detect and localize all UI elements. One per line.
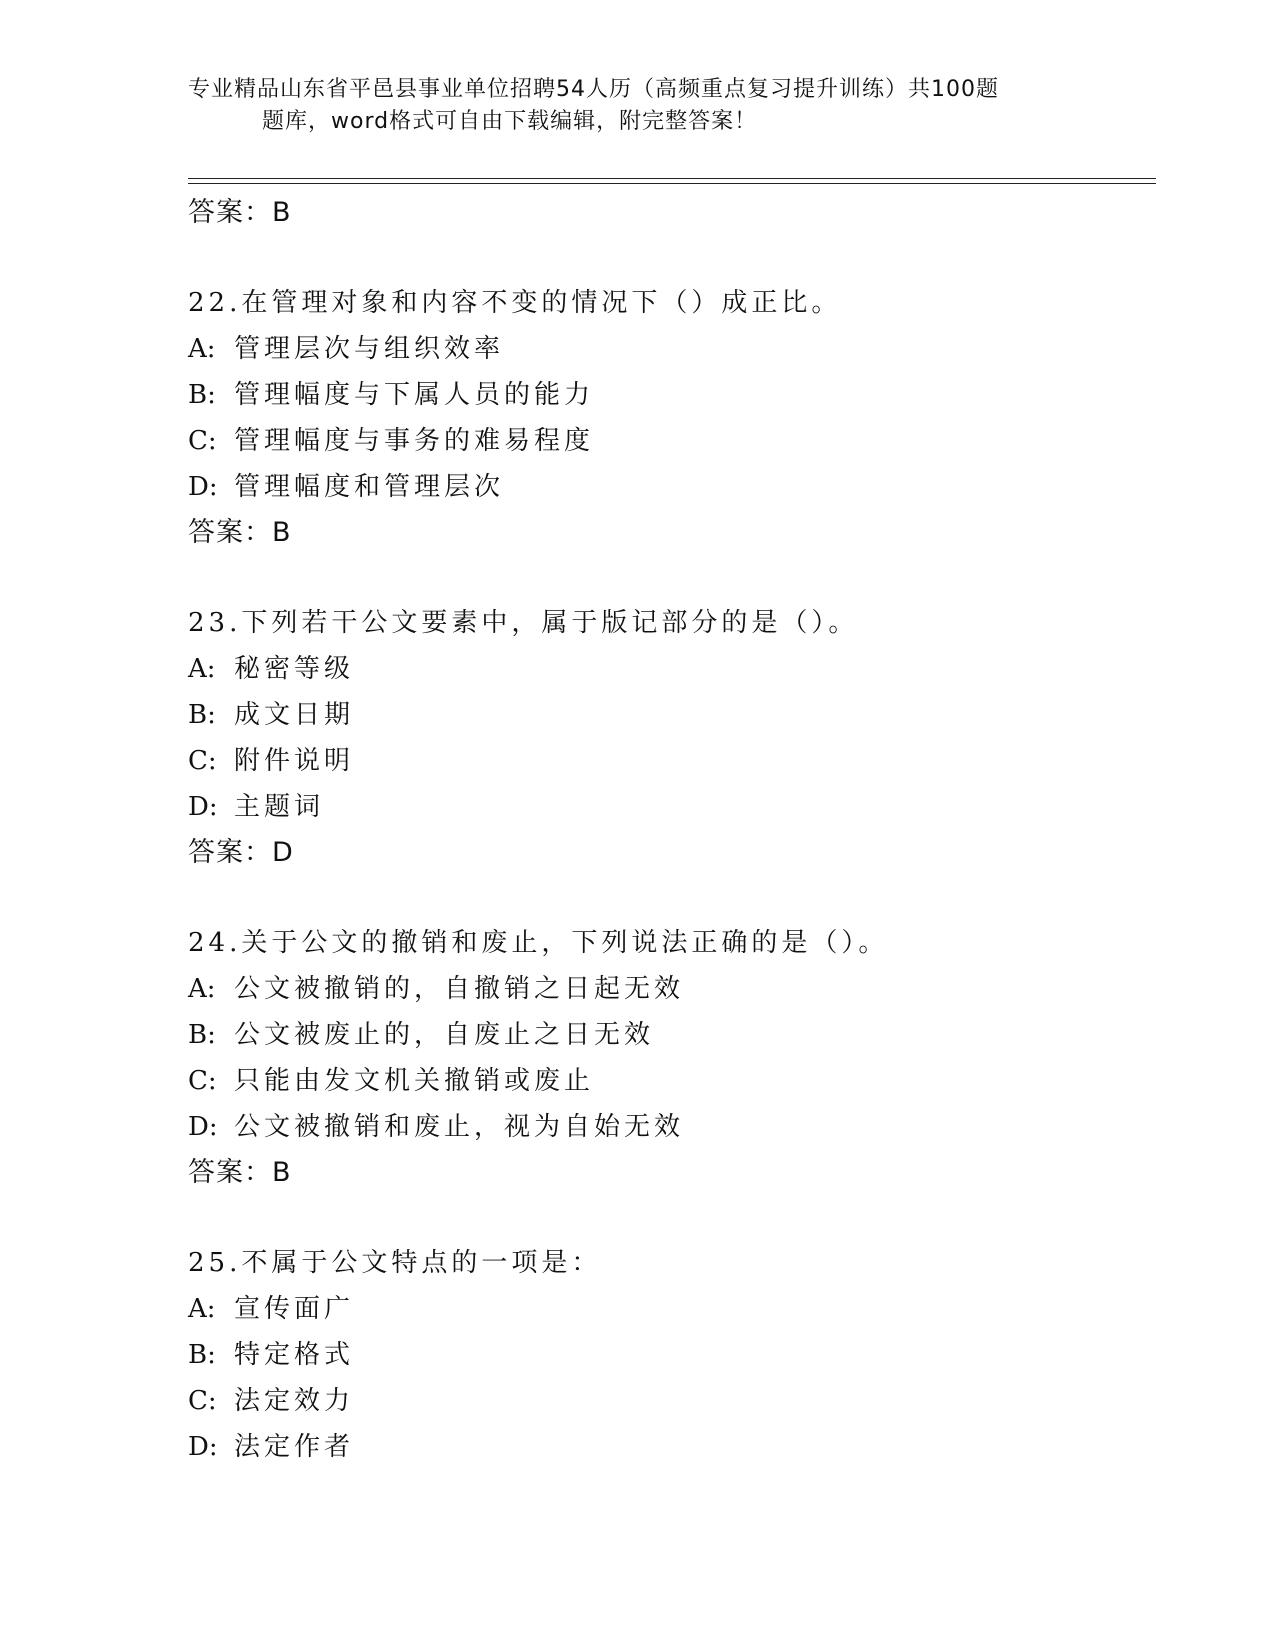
option-text: 主题词 [234, 792, 325, 822]
answer-line: 答案：D [188, 837, 294, 868]
option-text: 宣传面广 [234, 1294, 355, 1324]
question-text: 24.关于公文的撤销和废止，下列说法正确的是（）。 [188, 928, 889, 958]
header-title-line-2: 题库，word格式可自由下载编辑，附完整答案！ [262, 109, 758, 134]
answer-line: 答案：B [188, 1157, 292, 1188]
option-b [188, 1332, 1148, 1378]
option-letter: D: [188, 1112, 218, 1142]
option-text: 附件说明 [234, 746, 355, 776]
option-b [188, 372, 1148, 418]
option-letter: A: [188, 974, 216, 1004]
option-letter: B: [188, 1020, 216, 1050]
question-list [188, 190, 1148, 1470]
option-text: 秘密等级 [234, 654, 355, 684]
header-divider-top [188, 178, 1156, 179]
option-letter: C: [188, 1066, 217, 1096]
header-title-line-1: 专业精品山东省平邑县事业单位招聘54人历（高频重点复习提升训练）共100题 [188, 77, 999, 102]
option-text: 公文被撤销的，自撤销之日起无效 [234, 974, 685, 1004]
option-c [188, 1378, 1148, 1424]
option-text: 管理幅度与事务的难易程度 [234, 426, 595, 456]
option-letter: C: [188, 746, 217, 776]
option-letter: D: [188, 1432, 218, 1462]
option-text: 特定格式 [234, 1340, 355, 1370]
option-letter: A: [188, 1294, 216, 1324]
document-header [188, 74, 1088, 138]
option-text: 公文被撤销和废止，视为自始无效 [234, 1112, 685, 1142]
option-b [188, 1012, 1148, 1058]
option-letter: A: [188, 334, 216, 364]
option-text: 公文被废止的，自废止之日无效 [234, 1020, 655, 1050]
option-text: 法定作者 [234, 1432, 355, 1462]
question-text: 25.不属于公文特点的一项是： [188, 1248, 602, 1278]
option-letter: B: [188, 380, 216, 410]
answer-line: 答案：B [188, 197, 292, 228]
option-a [188, 966, 1148, 1012]
option-c [188, 1058, 1148, 1104]
option-text: 成文日期 [234, 700, 355, 730]
option-text: 只能由发文机关撤销或废止 [234, 1066, 595, 1096]
option-a [188, 646, 1148, 692]
option-letter: A: [188, 654, 216, 684]
option-d [188, 784, 1148, 830]
question-item [188, 1240, 1148, 1470]
option-a [188, 1286, 1148, 1332]
option-d [188, 1424, 1148, 1470]
question-text: 22.在管理对象和内容不变的情况下（）成正比。 [188, 288, 842, 318]
option-text: 法定效力 [234, 1386, 355, 1416]
option-d [188, 1104, 1148, 1150]
option-d [188, 464, 1148, 510]
option-letter: D: [188, 472, 218, 502]
option-c [188, 738, 1148, 784]
option-letter: B: [188, 1340, 216, 1370]
option-c [188, 418, 1148, 464]
question-item [188, 280, 1148, 556]
option-b [188, 692, 1148, 738]
option-text: 管理幅度与下属人员的能力 [234, 380, 595, 410]
question-item [188, 920, 1148, 1196]
question-text: 23.下列若干公文要素中，属于版记部分的是（）。 [188, 608, 859, 638]
option-a [188, 326, 1148, 372]
option-text: 管理层次与组织效率 [234, 334, 505, 364]
option-letter: C: [188, 426, 217, 456]
option-letter: C: [188, 1386, 217, 1416]
question-item [188, 600, 1148, 876]
option-letter: B: [188, 700, 216, 730]
option-text: 管理幅度和管理层次 [234, 472, 505, 502]
header-divider-bottom [188, 183, 1156, 184]
answer-line: 答案：B [188, 517, 292, 548]
option-letter: D: [188, 792, 218, 822]
